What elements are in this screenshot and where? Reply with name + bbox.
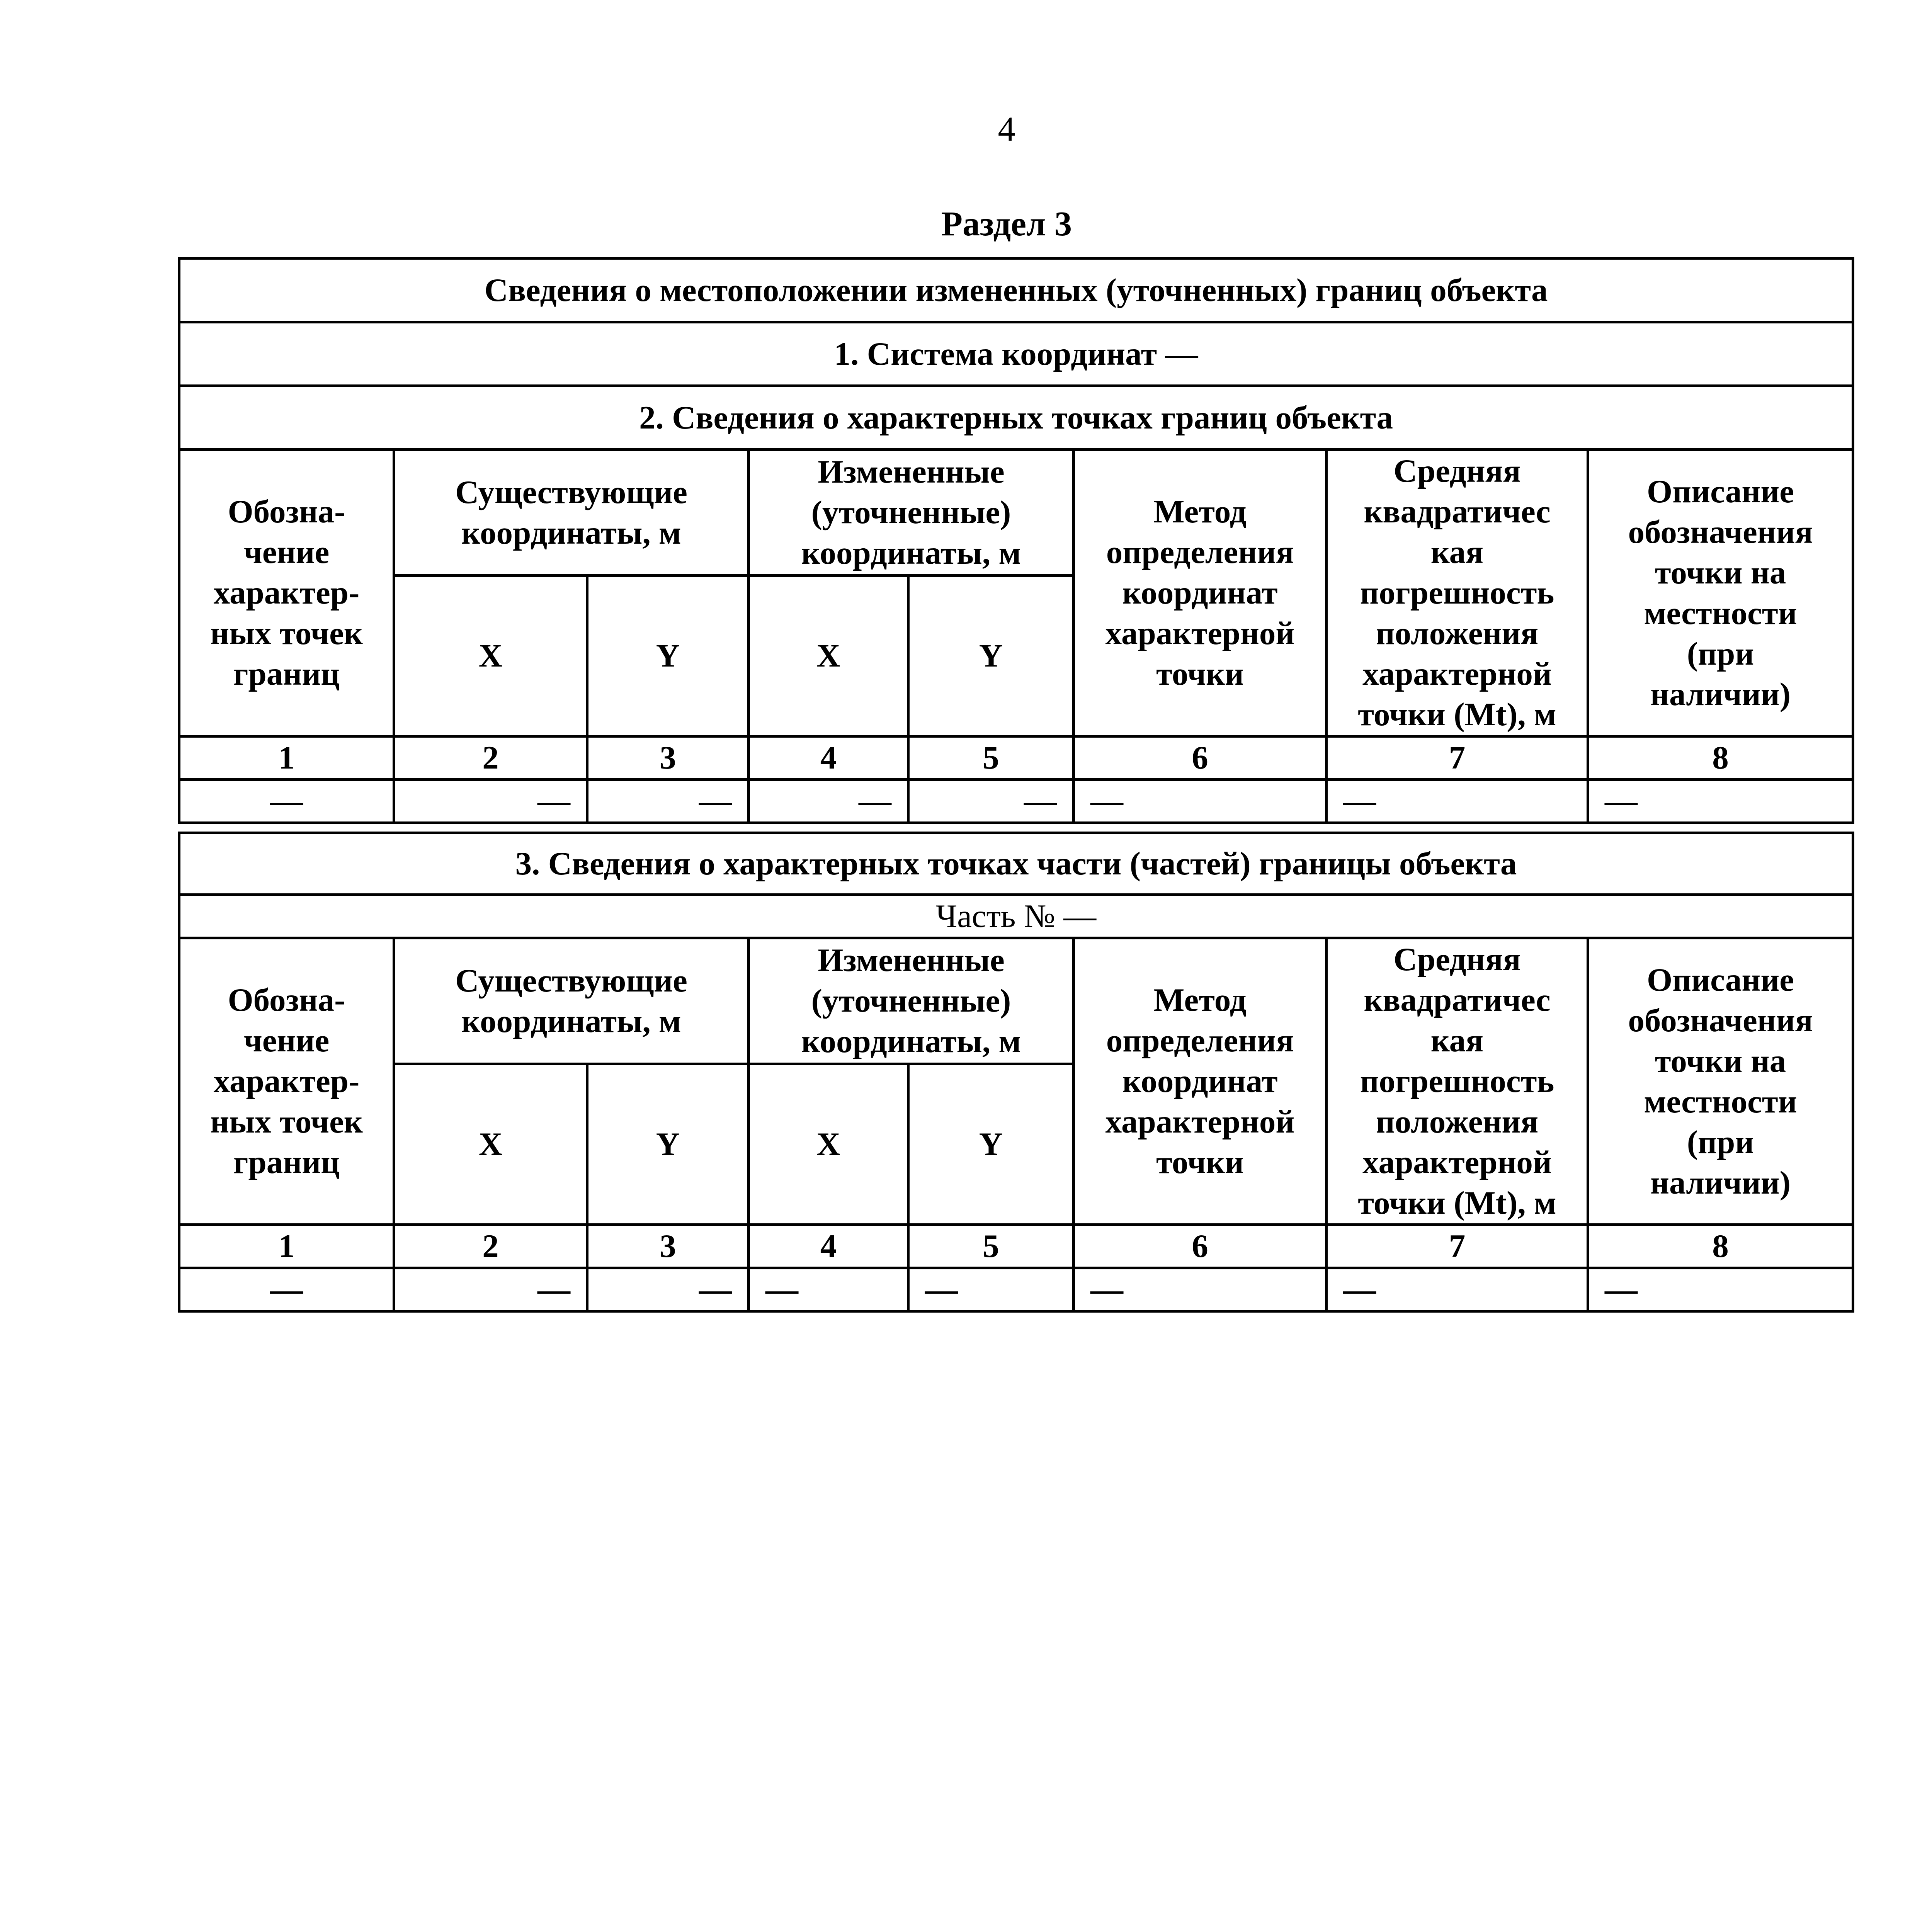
table-cell: — <box>749 780 908 823</box>
header-method: Метод определения координат характерной точки <box>1074 938 1327 1225</box>
table-cell: — <box>179 1268 394 1311</box>
header-description: Описание обозначения точки на местности (при наличии) <box>1588 938 1853 1225</box>
column-number: 4 <box>749 1225 908 1268</box>
column-number: 7 <box>1327 1225 1588 1268</box>
header-changed-y: Y <box>908 1064 1074 1225</box>
column-number: 2 <box>394 1225 587 1268</box>
header-existing-coordinates: Существующие координаты, м <box>394 450 749 576</box>
header-description: Описание обозначения точки на местности (при наличии) <box>1588 450 1853 736</box>
column-number: 7 <box>1327 736 1588 780</box>
header-existing-x: X <box>394 1064 587 1225</box>
column-number: 1 <box>179 1225 394 1268</box>
table-cell: — <box>908 1268 1074 1311</box>
column-number: 8 <box>1588 736 1853 780</box>
header-designation: Обозна- чение характер- ных точек границ <box>179 450 394 736</box>
header-method: Метод определения координат характерной точки <box>1074 450 1327 736</box>
header-existing-y: Y <box>587 576 749 736</box>
part-boundary-points-table <box>178 832 1854 1313</box>
table-cell: — <box>587 1268 749 1311</box>
header-changed-x: X <box>749 1064 908 1225</box>
table-cell: — <box>1588 780 1853 823</box>
table-cell: — <box>749 1268 908 1311</box>
header-mean-error: Средняя квадратичес кая погрешность положения характерной точки (Mt), м <box>1327 450 1588 736</box>
boundary-points-table <box>178 257 1854 824</box>
table-cell: — <box>1074 780 1327 823</box>
coordinate-system-row: 1. Система координат — <box>179 322 1853 386</box>
column-number: 1 <box>179 736 394 780</box>
table-cell: — <box>394 1268 587 1311</box>
column-number: 4 <box>749 736 908 780</box>
table-cell: — <box>1327 1268 1588 1311</box>
column-number: 6 <box>1074 736 1327 780</box>
column-number: 6 <box>1074 1225 1327 1268</box>
table-cell: — <box>394 780 587 823</box>
table-cell: — <box>908 780 1074 823</box>
table-title: Сведения о местоположении измененных (уточненных) границ объекта <box>179 259 1853 322</box>
header-changed-coordinates: Измененные (уточненные) координаты, м <box>749 938 1074 1064</box>
column-number: 3 <box>587 736 749 780</box>
section-title: Раздел 3 <box>941 205 1072 243</box>
table-cell: — <box>1588 1268 1853 1311</box>
header-changed-coordinates: Измененные (уточненные) координаты, м <box>749 450 1074 576</box>
part-number-row: Часть № — <box>179 895 1853 938</box>
table-cell: — <box>179 780 394 823</box>
column-number: 2 <box>394 736 587 780</box>
column-number: 3 <box>587 1225 749 1268</box>
column-number: 5 <box>908 1225 1074 1268</box>
header-changed-y: Y <box>908 576 1074 736</box>
header-existing-x: X <box>394 576 587 736</box>
header-existing-coordinates: Существующие координаты, м <box>394 938 749 1064</box>
boundary-points-heading: 2. Сведения о характерных точках границ объекта <box>179 386 1853 450</box>
page-number: 4 <box>998 110 1015 148</box>
header-changed-x: X <box>749 576 908 736</box>
column-number: 8 <box>1588 1225 1853 1268</box>
table-cell: — <box>1327 780 1588 823</box>
part-points-heading: 3. Сведения о характерных точках части (частей) границы объекта <box>179 833 1853 895</box>
header-existing-y: Y <box>587 1064 749 1225</box>
table-cell: — <box>1074 1268 1327 1311</box>
header-designation: Обозна- чение характер- ных точек границ <box>179 938 394 1225</box>
header-mean-error: Средняя квадратичес кая погрешность положения характерной точки (Mt), м <box>1327 938 1588 1225</box>
column-number: 5 <box>908 736 1074 780</box>
table-cell: — <box>587 780 749 823</box>
